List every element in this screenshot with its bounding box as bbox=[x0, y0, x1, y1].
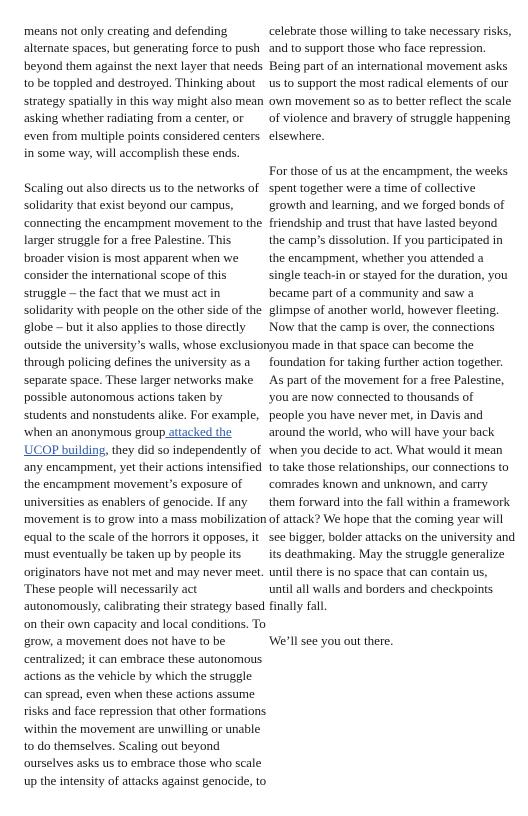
text-line bbox=[24, 423, 262, 440]
text-line: Scaling out also directs us to the networks of bbox=[24, 179, 259, 195]
left-column bbox=[24, 22, 270, 789]
text-line: alternate spaces, but generating force to push bbox=[24, 40, 260, 56]
text-line: solidarity with people on the other side of the bbox=[24, 302, 262, 317]
text-line: struggle – the fact that we must act in bbox=[24, 284, 221, 300]
text-line: finally fall. bbox=[269, 598, 328, 614]
text-line: see bigger, bolder attacks on the university and bbox=[269, 528, 515, 544]
text-line: centralized; it can embrace these autonomous bbox=[24, 650, 263, 666]
text-line: on their own capacity and local conditions. To bbox=[24, 615, 266, 631]
text-line: grow, a movement does not have to be bbox=[24, 633, 226, 649]
link-text-1: attacked the bbox=[165, 424, 232, 440]
text-line: own movement so as to better reflect the scale bbox=[269, 92, 512, 108]
text-line: comrades known and unknown, and carry bbox=[269, 476, 488, 492]
text-line: growth and learning, and we forged bonds of bbox=[269, 197, 505, 213]
text-line: people you have never met, in Davis and bbox=[269, 406, 483, 422]
text-line: its deathmaking. May the struggle generalize bbox=[269, 546, 505, 562]
text-line: Now that the camp is over, the connections bbox=[269, 319, 495, 335]
text-line: up the intensity of attacks against genocide, to bbox=[24, 772, 267, 788]
text-line: possible autonomous actions taken by bbox=[24, 389, 223, 405]
paragraph-solidarity bbox=[269, 22, 512, 144]
text-line: larger struggle for a free Palestine. This bbox=[24, 232, 232, 248]
text-line: can spread, even when these actions assume bbox=[24, 685, 255, 701]
ucop-article-link-continued[interactable] bbox=[24, 442, 105, 457]
text-line: These people will necessarily act bbox=[24, 581, 198, 596]
text-line: risks and face repression that other formations bbox=[24, 703, 267, 719]
text-line: movement is to grow into a mass mobilization bbox=[24, 511, 267, 527]
paragraph-scaling-out bbox=[24, 179, 270, 789]
text-line bbox=[24, 441, 262, 458]
text-line: when you decide to act. What would it mean bbox=[269, 441, 503, 457]
text-line: to be toppled and destroyed. Thinking about bbox=[24, 75, 256, 91]
text-line: until all walls and borders and checkpoints bbox=[269, 581, 493, 596]
text-line-prefix: when an anonymous group bbox=[24, 424, 166, 440]
text-line: broader vision is most apparent when we bbox=[24, 249, 239, 265]
text-line: became part of a community and saw a bbox=[269, 284, 474, 300]
text-line: means not only creating and defending bbox=[24, 23, 228, 38]
text-line: must eventually be taken up by people its bbox=[24, 546, 242, 562]
text-line: us to support the most radical elements of our bbox=[269, 75, 509, 91]
text-line: until there is no space that can contain us, bbox=[269, 563, 488, 579]
text-line: As part of the movement for a free Palestine, bbox=[269, 371, 505, 387]
text-line: celebrate those willing to take necessary risks, bbox=[269, 23, 512, 38]
text-line: solidarity that exist beyond our campus, bbox=[24, 197, 234, 213]
text-line: separate space. These larger networks make bbox=[24, 371, 254, 387]
paragraph-gap bbox=[269, 615, 509, 632]
text-line: even from multiple points considered centers bbox=[24, 127, 260, 143]
text-line: originators have not met and may never meet. bbox=[24, 563, 264, 579]
paragraph-strategy bbox=[24, 22, 262, 162]
text-line: to do themselves. Scaling out beyond bbox=[24, 737, 220, 753]
paragraph-gap bbox=[269, 144, 509, 161]
text-line: the encampment, whether you attended a bbox=[269, 249, 484, 265]
text-line: within the movement are unwilling or unable bbox=[24, 720, 261, 736]
text-line: you made in that space can become the bbox=[269, 336, 474, 352]
paragraph-closing bbox=[269, 632, 509, 649]
text-line: Being part of an international movement asks bbox=[269, 57, 508, 73]
text-line: autonomously, calibrating their strategy based bbox=[24, 598, 265, 614]
text-line: connecting the encampment movement to the bbox=[24, 214, 263, 230]
text-line: foundation for taking further action together. bbox=[269, 354, 504, 370]
text-line: single teach-in or stayed for the duration, you bbox=[269, 267, 508, 283]
text-line: the camp’s dissolution. If you participated in bbox=[269, 232, 503, 248]
text-line: of violence and bravery of struggle happening bbox=[269, 110, 511, 126]
text-line: globe – but it also applies to those directly bbox=[24, 319, 246, 335]
text-line: and to support those who face repression. bbox=[269, 40, 487, 56]
text-line: around the world, who will have your back bbox=[269, 424, 495, 440]
paragraph-gap bbox=[24, 162, 262, 179]
text-line: equal to the scale of the horrors it opposes, it bbox=[24, 528, 259, 544]
text-line: consider the international scope of this bbox=[24, 267, 227, 283]
text-line-suffix: , they did so independently of bbox=[105, 441, 262, 457]
text-line: you are now connected to thousands of bbox=[269, 389, 474, 405]
right-column bbox=[269, 22, 515, 650]
text-line: them forward into the fall within a framework bbox=[269, 493, 511, 509]
text-line: friendship and trust that have lasted beyond bbox=[269, 214, 498, 230]
text-line: the encampment movement’s exposure of bbox=[24, 476, 243, 492]
text-line: asking whether radiating from a center, or bbox=[24, 110, 244, 126]
text-line: students and nonstudents alike. For example, bbox=[24, 406, 260, 422]
text-line: strategy spatially in this way might also mean bbox=[24, 92, 264, 108]
text-line: outside the university’s walls, whose exclusion bbox=[24, 336, 270, 352]
text-line: For those of us at the encampment, the weeks bbox=[269, 162, 508, 178]
text-line: universities as enablers of genocide. If any bbox=[24, 493, 248, 509]
paragraph-encampment bbox=[269, 162, 515, 615]
text-line: glimpse of another world, however fleeting. bbox=[269, 302, 500, 317]
text-line: beyond them against the next layer that needs bbox=[24, 57, 263, 73]
text-line: through policing defines the university as a bbox=[24, 354, 251, 370]
text-line: We’ll see you out there. bbox=[269, 633, 394, 649]
link-text-2: UCOP building bbox=[24, 441, 106, 457]
text-line: any encampment, yet their actions intensified bbox=[24, 458, 262, 474]
text-line: in some way, will accomplish these ends. bbox=[24, 145, 240, 161]
text-line: elsewhere. bbox=[269, 127, 325, 143]
text-line: actions as the vehicle by which the struggle bbox=[24, 668, 252, 684]
text-line: to take those relationships, our connections to bbox=[269, 458, 509, 474]
text-line: of attack? We hope that the coming year will bbox=[269, 511, 504, 527]
ucop-article-link[interactable] bbox=[165, 424, 231, 439]
text-line: ourselves asks us to embrace those who scale bbox=[24, 755, 262, 771]
text-line: spent together were a time of collective bbox=[269, 179, 476, 195]
